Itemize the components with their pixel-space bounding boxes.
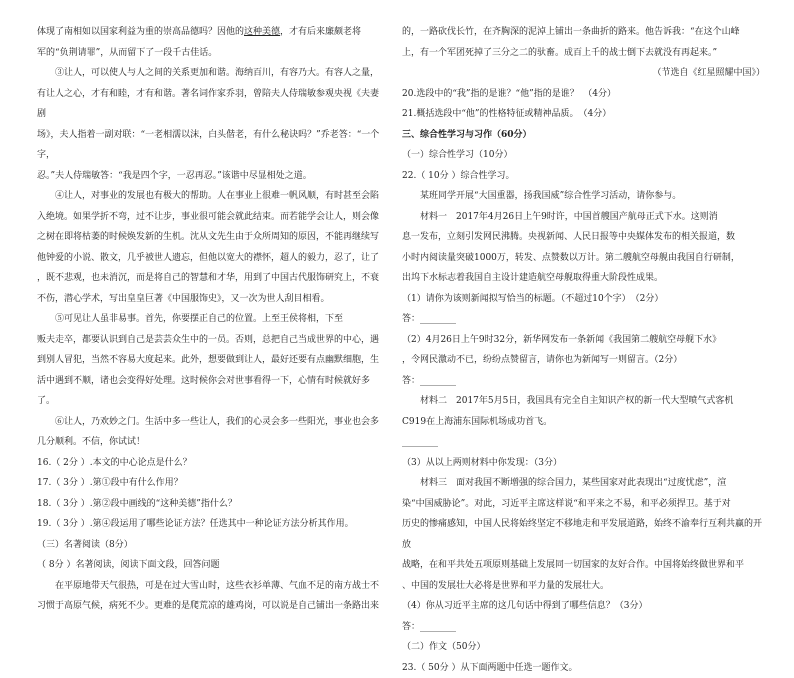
blank-line: ________ bbox=[402, 432, 765, 453]
passage-line: 在平原地带天气很热，可是在过大雪山时，这些衣衫单薄、气血不足的南方战士不 bbox=[37, 576, 387, 597]
subsection-heading: （二）作文（50分） bbox=[402, 637, 765, 658]
text-span: ，才有后来廉颇老将 bbox=[280, 27, 361, 37]
subquestion-2: ，令网民激动不已，纷纷点赞留言，请你也为新闻写一则留言。（2分） bbox=[402, 350, 765, 371]
subquestion-2: （2）4月26日上午9时32分，新华网发布一条新闻《我国第二艘航空母舰下水》 bbox=[402, 330, 765, 351]
material-1-line: 息一发布，立刻引发网民沸腾。央视新闻、人民日报等中央媒体发布的相关报道，数 bbox=[402, 227, 765, 248]
material-3-line: 历史的惨痛感知，中国人民将始终坚定不移地走和平发展道路，始终不渝奉行互利共赢的开放 bbox=[402, 514, 765, 555]
text-line: 不伤，潜心学术，写出皇皇巨著《中国服饰史》，又一次为世人刮目相看。 bbox=[37, 289, 387, 310]
material-3-line: 战略，在和平共处五项原则基础上发展同一切国家的友好合作。中国将始终做世界和平 bbox=[402, 555, 765, 576]
text-line: 有让人之心，才有和睦，才有和谐。著名词作家乔羽，曾陪夫人侍瑞敏参观央视《夫妻剧 bbox=[37, 84, 387, 125]
question-23: 23.（ 50分 ）从下面两题中任选一题作文。 bbox=[402, 658, 765, 678]
text-line: 几分顺利。不信，你试试！ bbox=[37, 432, 387, 453]
subquestion-4: （4）你从习近平主席的这几句话中得到了哪些信息？（3分） bbox=[402, 596, 765, 617]
underlined-phrase: 这种美德 bbox=[244, 27, 280, 37]
material-1-line: 小时内阅读量突破1000万，转发、点赞数以万计。第二艘航空母舰由我国自行研制， bbox=[402, 248, 765, 269]
text-line: ，既不悲观，也未消沉，而是将自己的智慧和才华，用到了中国古代服饰研究上，不衰 bbox=[37, 268, 387, 289]
reading-question: （ 8分 ）名著阅读，阅读下面文段，回答问题 bbox=[37, 555, 387, 576]
paragraph-6-line: ⑥让人，乃欢妙之门。生活中多一些让人，我们的心灵会多一些阳光，事业也会多 bbox=[37, 412, 387, 433]
text-span: 体现了南相如以国家利益为重的崇高品德吗？因他的 bbox=[37, 27, 244, 37]
text-line: 入绝境。如果学折不弯，过不让步，事业很可能会就此结束。而若能学会让人，则会像 bbox=[37, 207, 387, 228]
question-22: 22.（ 10分 ）综合性学习。 bbox=[402, 166, 765, 187]
paragraph-3-line: ③让人，可以使人与人之间的关系更加和谐。海纳百川，有容乃大。有容人之量， bbox=[37, 63, 387, 84]
subsection-heading: （一）综合性学习（10分） bbox=[402, 145, 765, 166]
question-18: 18.（ 3分 ）.第②段中画线的“这种美德”指什么？ bbox=[37, 494, 387, 515]
material-3-line: 材料三 面对我国不断增强的综合国力，某些国家对此表现出“过度忧虑”，渲 bbox=[402, 473, 765, 494]
right-column bbox=[402, 22, 765, 678]
question-17: 17.（ 3分 ）.第①段中有什么作用？ bbox=[37, 473, 387, 494]
passage-line: 的，一路砍伐长竹，在齐胸深的泥淖上铺出一条曲折的路来。他告诉我：“在这个山峰 bbox=[402, 22, 765, 43]
paragraph-5-line: ⑤可见让人虽非易事。首先，你要摆正自己的位置。上至王侯将相，下至 bbox=[37, 309, 387, 330]
passage-line: 习惯于高原气候，病死不少。更难的是爬荒凉的雄鸡岗，可以说是自己铺出一条路出来 bbox=[37, 596, 387, 617]
section-heading: （三）名著阅读（8分） bbox=[37, 535, 387, 556]
question-21: 21.概括选段中“他”的性格特征或精神品质。 （4分） bbox=[402, 104, 765, 125]
question-20: 20.选段中的“我”指的是谁？“他”指的是谁？ （4分） bbox=[402, 84, 765, 105]
text-line: 之树在即将枯萎的时候焕发新的生机。沈从文先生由于众所周知的原因，不能再继续写 bbox=[37, 227, 387, 248]
passage-line: 上，有一个军团死掉了三分之二的驮畜。成百上千的战士倒下去就没有再起来。” bbox=[402, 43, 765, 64]
text-line: 忍。”夫人侍瑞敏答：“我是四个字，一忍再忍。”该谐中尽显相处之道。 bbox=[37, 166, 387, 187]
text-line: 场》，夫人指着一副对联：“一老相濡以沫，白头偕老，有什么秘诀吗？”乔老答：“一个字， bbox=[37, 125, 387, 166]
answer-line: 答：________ bbox=[402, 617, 765, 638]
answer-line: 答：________ bbox=[402, 309, 765, 330]
answer-line: 答：________ bbox=[402, 371, 765, 392]
text-line: 军的“负荆请罪”，从而留下了一段千古佳话。 bbox=[37, 43, 387, 64]
subquestion-3: （3）从以上两则材料中你发现：（3分） bbox=[402, 453, 765, 474]
section-heading: 三、综合性学习与习作（60分） bbox=[402, 125, 765, 146]
material-3-line: 染“中国威胁论”。对此，习近平主席这样说“和平来之不易，和平必须捍卫。基于对 bbox=[402, 494, 765, 515]
source-note: （节选自《红星照耀中国》） bbox=[402, 63, 765, 84]
subquestion-1: （1）请你为该则新闻拟写恰当的标题。（不超过10个字） （2分） bbox=[402, 289, 765, 310]
text-line: 贩夫走卒，都要认识到自己是芸芸众生中的一员。否则，总把自己当成世界的中心，遇 bbox=[37, 330, 387, 351]
material-1-line: 出坞下水标志着我国自主设计建造航空母舰取得重大阶段性成果。 bbox=[402, 268, 765, 289]
left-column bbox=[37, 22, 387, 617]
text-line: 活中遇到不顺，诸也会变得好处理。这时候你会对世事看得一下，心情有时候就好多了。 bbox=[37, 371, 387, 412]
material-1-line: 材料一 2017年4月26日上午9时许，中国首艘国产航母正式下水。这则消 bbox=[402, 207, 765, 228]
text-line: 他钟爱的小说、散文，几乎被世人遗忘，但他以宽大的襟怀，超人的毅力，忍了，让了 bbox=[37, 248, 387, 269]
material-2-line: C919在上海浦东国际机场成功首飞。 bbox=[402, 412, 765, 433]
material-3-line: 、中国的发展壮大必将是世界和平力量的发展壮大。 bbox=[402, 576, 765, 597]
question-16: 16.（ 2分 ）.本文的中心论点是什么？ bbox=[37, 453, 387, 474]
text-line: 到别人冒犯，当然不容易大度起来。此外，想要做到让人，最好还要有点幽默细胞，生 bbox=[37, 350, 387, 371]
question-19: 19.（ 3分 ）.第④段运用了哪些论证方法？任选其中一种论证方法分析其作用。 bbox=[37, 514, 387, 535]
question-22-intro: 某班同学开展“大国重器，扬我国威”综合性学习活动，请你参与。 bbox=[402, 186, 765, 207]
material-2-line: 材料二 2017年5月5日，我国具有完全自主知识产权的新一代大型喷气式客机 bbox=[402, 391, 765, 412]
text-line bbox=[37, 22, 387, 43]
paragraph-4-line: ④让人，对事业的发展也有极大的帮助。人在事业上很难一帆风顺，有时甚至会陷 bbox=[37, 186, 387, 207]
